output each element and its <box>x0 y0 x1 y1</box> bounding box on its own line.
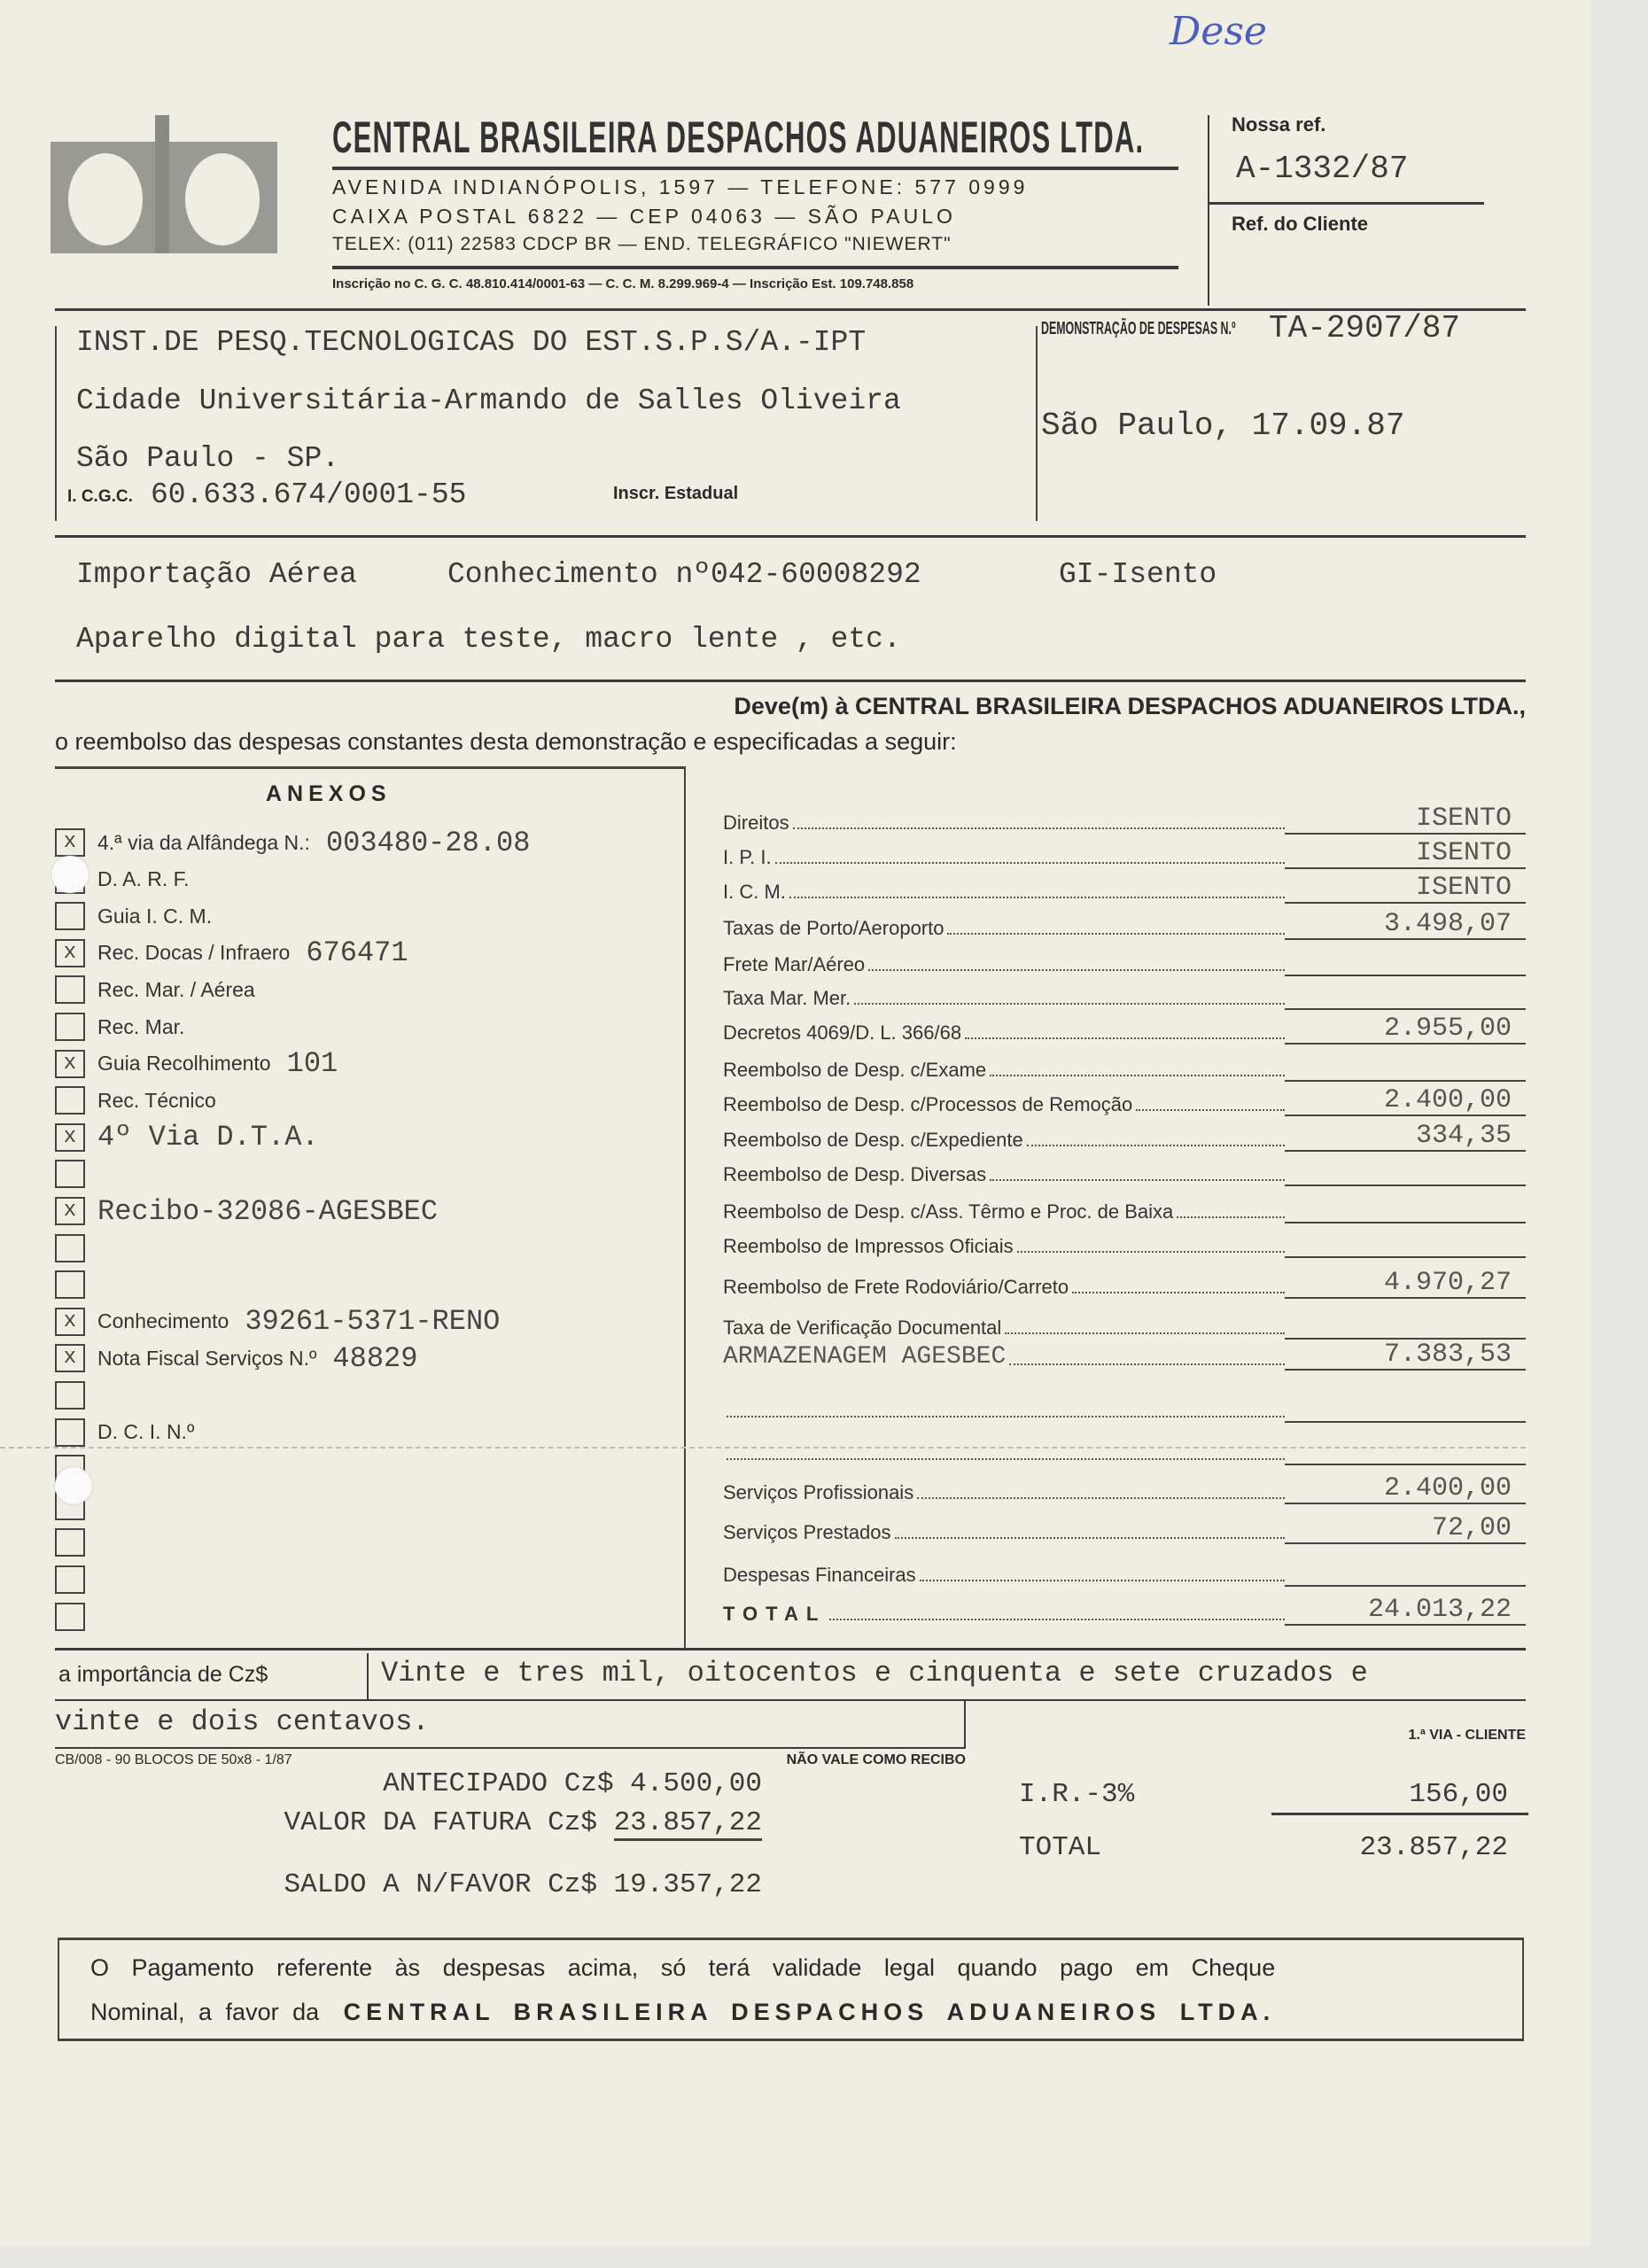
company-name: CENTRAL BRASILEIRA DESPACHOS ADUANEIROS LTDA. <box>332 113 1145 162</box>
amount-words-line-1: Vinte e tres mil, oitocentos e cinquenta e sete cruzados e <box>381 1657 1368 1689</box>
expense-value <box>1285 1008 1526 1010</box>
leader-dots <box>917 1497 1285 1499</box>
anexo-checkbox[interactable] <box>55 1418 85 1447</box>
ref-cliente-label: Ref. do Cliente <box>1232 213 1369 235</box>
cgc-label: I. C.G.C. <box>67 487 133 506</box>
expense-row <box>723 1122 1526 1152</box>
expense-value: ISENTO <box>1285 804 1526 835</box>
leader-dots <box>920 1580 1285 1581</box>
client-city: São Paulo - SP. <box>76 442 340 475</box>
expense-label: Reembolso de Frete Rodoviário/Carreto <box>723 1276 1069 1298</box>
expense-label: Despesas Financeiras <box>723 1564 916 1586</box>
expense-label: Frete Mar/Aéreo <box>723 953 866 975</box>
leader-dots <box>965 1037 1285 1039</box>
expense-label: Reembolso de Desp. c/Processos de Remoção <box>723 1093 1133 1115</box>
anexo-value: 39261-5371-RENO <box>245 1305 501 1339</box>
divider <box>55 1747 966 1749</box>
expense-label: Reembolso de Desp. c/Ass. Têrmo e Proc. de Baixa <box>723 1200 1174 1223</box>
punch-hole <box>51 856 89 893</box>
anexo-checkbox[interactable] <box>55 1381 85 1410</box>
anexo-label: Nota Fiscal Serviços N.º <box>97 1346 317 1370</box>
anexo-item <box>55 1304 500 1340</box>
leader-dots <box>793 827 1285 829</box>
anexo-item <box>55 936 408 971</box>
expense-row <box>723 980 1526 1010</box>
anexo-checkbox[interactable]: x <box>55 1197 85 1225</box>
leader-dots <box>775 862 1285 864</box>
inscr-estadual-label: Inscr. Estadual <box>613 484 739 503</box>
anexo-value: 101 <box>286 1047 338 1081</box>
expense-value: 2.400,00 <box>1285 1086 1526 1116</box>
client-name: INST.DE PESQ.TECNOLOGICAS DO EST.S.P.S/A.-IPT <box>76 326 867 359</box>
expense-value <box>1285 1222 1526 1223</box>
expense-value: 2.400,00 <box>1285 1474 1526 1504</box>
shipment-gi: GI-Isento <box>1059 558 1217 591</box>
anexo-item <box>55 1415 194 1450</box>
not-receipt-label: NÃO VALE COMO RECIBO <box>786 1752 966 1767</box>
payment-notice-line-1: O Pagamento referente às despesas acima, só terá validade legal quando pago em Cheque <box>90 1954 1276 1981</box>
expense-value <box>1285 1464 1526 1465</box>
amount-words-line-2: vinte e dois centavos. <box>55 1705 430 1738</box>
divider <box>55 535 1526 538</box>
expense-label: Reembolso de Desp. c/Exame <box>723 1059 987 1081</box>
ir-label: I.R.-3% <box>1019 1779 1135 1810</box>
divider <box>1209 202 1484 205</box>
punch-hole <box>55 1467 92 1504</box>
anexo-checkbox[interactable]: x <box>55 1344 85 1372</box>
leader-dots <box>990 1075 1285 1076</box>
anexo-checkbox[interactable]: x <box>55 939 85 967</box>
payment-notice-line-2 <box>90 1999 1275 2026</box>
amount-label: a importância de Cz$ <box>58 1662 268 1687</box>
expense-value <box>1285 1080 1526 1082</box>
valor-fatura-value: 23.857,22 <box>614 1807 762 1841</box>
anexo-checkbox[interactable] <box>55 1565 85 1594</box>
anexo-checkbox[interactable] <box>55 1160 85 1188</box>
nossa-ref-value: A-1332/87 <box>1236 151 1409 187</box>
scan-margin-bottom <box>0 2246 1648 2268</box>
cgc-value: 60.633.674/0001-55 <box>151 478 467 511</box>
anexo-label: Guia Recolhimento <box>97 1052 271 1076</box>
divider <box>964 1699 966 1748</box>
anexo-label: Guia I. C. M. <box>97 904 213 928</box>
fold-line <box>0 1447 1526 1449</box>
expense-label: Serviços Profissionais <box>723 1481 914 1503</box>
nossa-ref-label: Nossa ref. <box>1232 113 1326 136</box>
divider <box>1271 1813 1528 1815</box>
leader-dots <box>727 1458 1285 1460</box>
expense-row <box>723 1557 1526 1587</box>
expense-row <box>723 1228 1526 1258</box>
leader-dots <box>947 933 1285 935</box>
expense-row <box>723 839 1526 869</box>
shipment-conhecimento: Conhecimento nº042-60008292 <box>447 558 921 591</box>
leader-dots <box>727 1416 1285 1418</box>
payment-notice-prefix: Nominal, a favor da <box>90 1999 320 2025</box>
valor-fatura-label: VALOR DA FATURA Cz$ <box>284 1807 597 1838</box>
expense-label: I. C. M. <box>723 881 786 903</box>
expense-row <box>723 1156 1526 1186</box>
expense-label: Taxa de Verificação Documental <box>723 1317 1002 1339</box>
anexo-value: 003480-28.08 <box>325 826 531 859</box>
anexo-item <box>55 1193 438 1229</box>
scan-margin <box>1590 0 1648 2268</box>
anexo-item <box>55 825 530 860</box>
client-address: Cidade Universitária-Armando de Salles Oliveira <box>76 384 901 417</box>
expense-value: 3.498,07 <box>1285 910 1526 940</box>
expense-value: 72,00 <box>1285 1514 1526 1544</box>
expense-value: 24.013,22 <box>1285 1596 1526 1626</box>
anexo-item <box>55 1599 97 1635</box>
expense-row <box>723 1340 1526 1371</box>
anexo-label: 4.ª via da Alfândega N.: <box>97 830 310 854</box>
expense-value <box>1285 1585 1526 1587</box>
leader-dots <box>1005 1332 1285 1334</box>
expense-value: ISENTO <box>1285 874 1526 904</box>
expense-row <box>723 1014 1526 1045</box>
demonstration-number: TA-2907/87 <box>1269 310 1461 346</box>
antecipado: ANTECIPADO Cz$ 4.500,00 <box>383 1768 762 1799</box>
divider <box>332 266 1178 269</box>
anexo-checkbox[interactable] <box>55 1234 85 1262</box>
anexo-checkbox[interactable] <box>55 975 85 1004</box>
anexo-label: D. C. I. N.º <box>97 1420 195 1444</box>
expense-row <box>723 1435 1526 1465</box>
form-code: CB/008 - 90 BLOCOS DE 50x8 - 1/87 <box>55 1752 292 1767</box>
leader-dots <box>829 1619 1285 1620</box>
anexo-checkbox[interactable]: x <box>55 828 85 857</box>
expense-row <box>723 804 1526 835</box>
anexo-item <box>55 1378 97 1413</box>
settlement-total-label: TOTAL <box>1019 1832 1102 1863</box>
expense-row <box>723 1474 1526 1504</box>
expense-value <box>1285 1421 1526 1423</box>
registration-line: Inscrição no C. G. C. 48.810.414/0001-63 — C. C. M. 8.299.969-4 — Inscrição Est. 109.748.858 <box>332 276 914 291</box>
leader-dots <box>1027 1145 1285 1146</box>
anexo-value: 4º Via D.T.A. <box>97 1121 319 1154</box>
debit-line-2: o reembolso das despesas constantes desta demonstração e especificadas a seguir: <box>55 728 957 755</box>
anexo-item <box>55 1120 319 1155</box>
leader-dots <box>1177 1216 1285 1218</box>
expense-label: Reembolso de Desp. Diversas <box>723 1163 987 1185</box>
anexo-checkbox[interactable] <box>55 1086 85 1115</box>
expense-row <box>723 910 1526 940</box>
divider <box>1208 115 1209 306</box>
anexo-item <box>55 1562 97 1597</box>
anexo-item <box>55 1267 97 1302</box>
expense-label: Taxas de Porto/Aeroporto <box>723 917 944 939</box>
divider <box>367 1653 369 1699</box>
company-logo <box>51 115 277 253</box>
expense-value <box>1285 975 1526 976</box>
postal-line: CAIXA POSTAL 6822 — CEP 04063 — SÃO PAULO <box>332 205 956 228</box>
expense-value <box>1285 1184 1526 1186</box>
saldo: SALDO A N/FAVOR Cz$ 19.357,22 <box>284 1869 762 1900</box>
expense-value: 4.970,27 <box>1285 1269 1526 1299</box>
anexo-checkbox[interactable] <box>55 1270 85 1299</box>
divider <box>55 1699 1526 1701</box>
divider <box>55 680 1526 682</box>
shipment-description: Aparelho digital para teste, macro lente , etc. <box>76 623 901 656</box>
expense-label: TOTAL <box>723 1603 827 1625</box>
anexo-label: D. A. R. F. <box>97 867 190 891</box>
leader-dots <box>1017 1251 1285 1253</box>
anexo-item <box>55 1231 97 1266</box>
anexo-item <box>55 972 255 1007</box>
expense-row <box>723 1193 1526 1223</box>
address-line: AVENIDA INDIANÓPOLIS, 1597 — TELEFONE: 577 0999 <box>332 175 1029 198</box>
ir-value: 156,00 <box>1409 1779 1508 1810</box>
leader-dots <box>868 969 1285 971</box>
expense-label: Reembolso de Desp. c/Expediente <box>723 1129 1023 1151</box>
debit-line-1: Deve(m) à CENTRAL BRASILEIRA DESPACHOS ADUANEIROS LTDA., <box>734 693 1526 719</box>
anexo-checkbox[interactable] <box>55 902 85 930</box>
expense-row <box>723 874 1526 904</box>
anexo-checkbox[interactable]: x <box>55 1050 85 1078</box>
leader-dots <box>1009 1363 1285 1365</box>
expense-label: I. P. I. <box>723 846 772 868</box>
anexo-item <box>55 1046 338 1082</box>
anexo-item <box>55 1340 417 1376</box>
divider <box>332 167 1178 170</box>
leader-dots <box>789 897 1285 898</box>
expense-value: 334,35 <box>1285 1122 1526 1152</box>
handwritten-note: Dese <box>1170 9 1267 54</box>
expense-row <box>723 1309 1526 1340</box>
leader-dots <box>990 1179 1285 1181</box>
anexo-value: 48829 <box>332 1341 418 1375</box>
expense-row <box>723 1052 1526 1082</box>
leader-dots <box>895 1537 1285 1539</box>
anexo-item <box>55 1525 97 1560</box>
anexo-value: 676471 <box>306 936 408 970</box>
expense-row <box>723 1514 1526 1544</box>
settlement-total-value: 23.857,22 <box>1359 1832 1508 1863</box>
anexo-item <box>55 1009 184 1045</box>
expense-row <box>723 946 1526 976</box>
expense-label: ARMAZENAGEM AGESBEC <box>723 1343 1007 1371</box>
anexo-item <box>55 898 212 934</box>
anexo-label: Rec. Mar. / Aérea <box>97 977 255 1001</box>
expense-label: Decretos 4069/D. L. 366/68 <box>723 1021 962 1044</box>
expense-total-row <box>723 1596 1526 1626</box>
anexos-title: ANEXOS <box>266 781 392 806</box>
expense-value <box>1285 1256 1526 1258</box>
leader-dots <box>1072 1292 1285 1293</box>
telex-line: TELEX: (011) 22583 CDCP BR — END. TELEGRÁFICO "NIEWERT" <box>332 234 952 254</box>
via-label: 1.ª VIA - CLIENTE <box>1408 1728 1526 1743</box>
expense-value: 7.383,53 <box>1285 1340 1526 1371</box>
expense-label: Taxa Mar. Mer. <box>723 987 851 1009</box>
expense-label: Reembolso de Impressos Oficiais <box>723 1235 1014 1257</box>
anexo-label: Rec. Docas / Infraero <box>97 941 291 965</box>
leader-dots <box>1136 1109 1285 1111</box>
expense-value: 2.955,00 <box>1285 1014 1526 1045</box>
anexo-value: Recibo-32086-AGESBEC <box>97 1194 439 1228</box>
expense-label: Serviços Prestados <box>723 1521 891 1543</box>
leader-dots <box>854 1003 1285 1005</box>
expense-value: ISENTO <box>1285 839 1526 869</box>
expense-row <box>723 1393 1526 1423</box>
anexo-label: Rec. Mar. <box>97 1014 185 1038</box>
valor-fatura <box>284 1807 762 1838</box>
divider <box>55 1648 1526 1651</box>
expense-row <box>723 1086 1526 1116</box>
anexo-label: Rec. Técnico <box>97 1088 216 1112</box>
anexo-checkbox[interactable]: x <box>55 1123 85 1152</box>
expense-row <box>723 1269 1526 1299</box>
anexo-item <box>55 1156 97 1192</box>
place-date: São Paulo, 17.09.87 <box>1041 408 1405 444</box>
anexo-checkbox[interactable] <box>55 1603 85 1631</box>
anexo-checkbox[interactable]: x <box>55 1308 85 1336</box>
anexo-item <box>55 1083 216 1118</box>
shipment-type: Importação Aérea <box>76 558 357 591</box>
anexo-checkbox[interactable] <box>55 1013 85 1041</box>
expense-label: Direitos <box>723 812 789 834</box>
anexo-checkbox[interactable] <box>55 1528 85 1557</box>
payment-notice-company: CENTRAL BRASILEIRA DESPACHOS ADUANEIROS LTDA. <box>343 1999 1276 2025</box>
demonstration-label: DEMONSTRAÇÃO DE DESPESAS N.º <box>1041 319 1236 338</box>
anexo-label: Conhecimento <box>97 1309 229 1333</box>
